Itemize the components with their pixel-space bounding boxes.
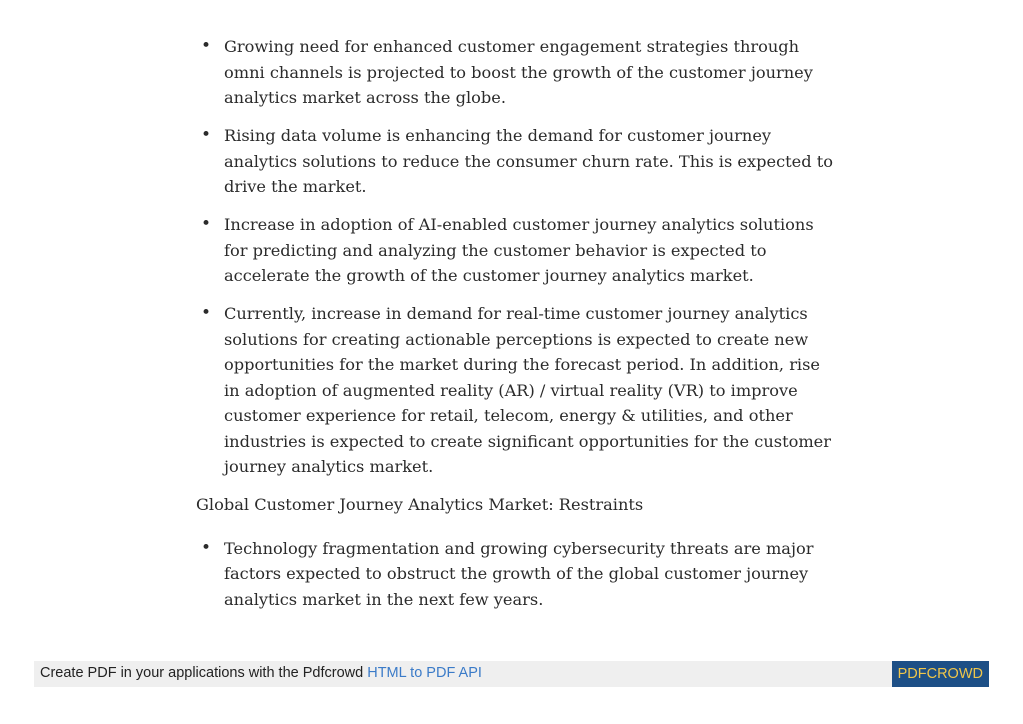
footer-message (40, 665, 482, 681)
html-to-pdf-link[interactable]: HTML to PDF API (367, 665, 482, 681)
list-item: • Currently, increase in demand for real-time customer journey analytics solutions for creating actionable perceptions is expected to create new opportunities for the market during the forecast period. In addition, rise in adoption of augmented reality (AR) / virtual reality (VR) to improve customer experience for retail, telecom, energy & utilities, and other industries is expected to create significant opportunities for the customer journey analytics market. (196, 301, 836, 480)
restraints-heading: Global Customer Journey Analytics Market: Restraints (196, 495, 644, 514)
footer-text: Create PDF in your applications with the Pdfcrowd (40, 665, 364, 681)
pdfcrowd-brand-button[interactable]: PDFCROWD (892, 661, 989, 687)
drivers-list (196, 34, 836, 480)
list-item: • Rising data volume is enhancing the demand for customer journey analytics solutions to reduce the consumer churn rate. This is expected to drive the market. (196, 123, 836, 200)
document-body (196, 34, 836, 625)
pdfcrowd-footer (34, 661, 989, 687)
list-item: • Technology fragmentation and growing cybersecurity threats are major factors expected to obstruct the growth of the global customer journey analytics market in the next few years. (196, 536, 836, 613)
list-item: • Growing need for enhanced customer engagement strategies through omni channels is projected to boost the growth of the customer journey analytics market across the globe. (196, 34, 836, 111)
list-item: • Increase in adoption of AI-enabled customer journey analytics solutions for predicting and analyzing the customer behavior is expected to accelerate the growth of the customer journey analytics market. (196, 212, 836, 289)
restraints-list (196, 536, 836, 613)
